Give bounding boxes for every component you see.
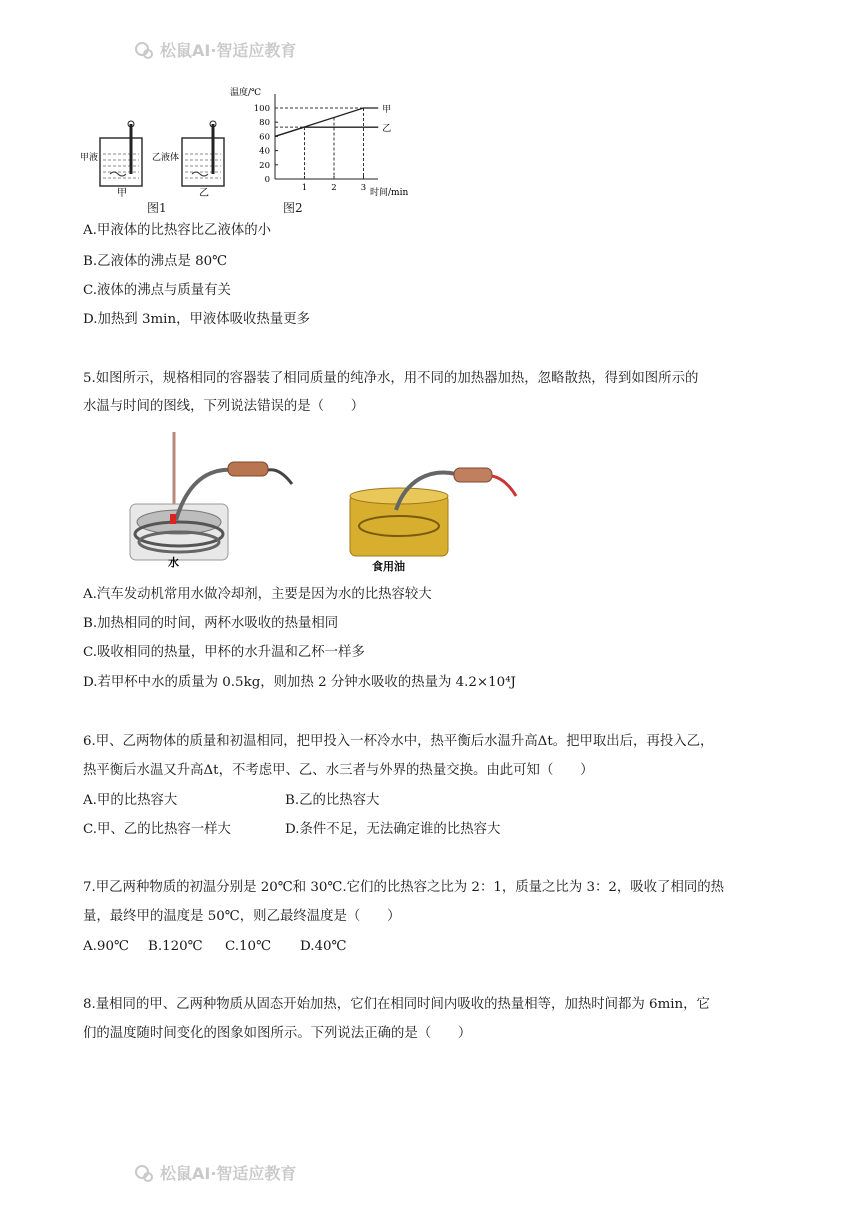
series-line-yi [275,127,378,136]
q7-stem-line2: 量，最终甲的温度是 50℃，则乙最终温度是（ ） [83,909,401,924]
q7-stem-line1: 7.甲乙两种物质的初温分别是 20℃和 30℃.它们的比热容之比为 2：1，质量之比为 3：2，吸收了相同的热 [83,880,725,895]
q6-option-c: C.甲、乙的比热容一样大 [83,822,231,837]
watermark-bottom [134,1161,296,1184]
fig2-caption: 图2 [283,201,303,215]
fig1-right-beaker-label: 乙 [199,188,209,199]
q5-option-b: B.加热相同的时间，两杯水吸收的热量相同 [83,616,339,631]
q5-stem-line1: 5.如图所示，规格相同的容器装了相同质量的纯净水，用不同的加热器加热，忽略散热，得到如图所示的 [83,371,699,386]
chart-ylabel: 温度/℃ [230,88,262,98]
photo-right-label: 食用油 [372,560,405,573]
photo-left-label: 水 [168,556,179,569]
squirrel-logo-icon [134,40,154,60]
chart-xlabel: 时间/min [370,188,409,198]
q6-option-b: B.乙的比热容大 [285,793,380,808]
y-tick-label: 40 [259,146,270,157]
q6-stem-line2: 热平衡后水温又升高Δt，不考虑甲、乙、水三者与外界的热量交换。由此可知（ ） [83,763,594,778]
series-label: 甲 [382,105,392,115]
q7-option-c: C.10℃ [225,939,272,954]
photo-water-heater [118,430,308,570]
watermark-text: 松鼠AI·智适应教育 [160,1164,297,1183]
watermark-text: 松鼠AI·智适应教育 [160,41,297,60]
x-tick-label: 3 [360,183,367,193]
q6-stem-line1: 6.甲、乙两物体的质量和初温相同，把甲投入一杯冷水中，热平衡后水温升高Δt。把甲取出后，再投入乙， [83,734,714,749]
x-tick-label: 1 [301,183,308,193]
y-tick-label: 60 [259,132,270,143]
series-label: 乙 [382,124,392,135]
q5-option-d: D.若甲杯中水的质量为 0.5kg，则加热 2 分钟水吸收的热量为 4.2×10⁴J [83,675,516,690]
q5-stem-line2: 水温与时间的图线，下列说法错误的是（ ） [83,399,365,414]
q5-option-c: C.吸收相同的热量，甲杯的水升温和乙杯一样多 [83,645,365,660]
fig1-right-label: 乙液体 [152,153,180,163]
y-tick-label: 20 [259,160,270,171]
q6-option-a: A.甲的比热容大 [83,793,178,808]
x-tick-label: 2 [331,183,337,193]
figure-1-beakers [80,118,240,200]
fig1-caption: 图1 [147,201,167,215]
q4-option-d: D.加热到 3min，甲液体吸收热量更多 [83,312,310,327]
watermark-top [134,38,296,61]
figure-2-chart [228,84,428,200]
q7-option-b: B.120℃ [148,939,203,954]
q8-stem-line1: 8.量相同的甲、乙两种物质从固态开始加热，它们在相同时间内吸收的热量相等，加热时间都为 6min，它 [83,997,710,1012]
q6-option-d: D.条件不足，无法确定谁的比热容大 [285,822,501,837]
fig1-left-beaker-label: 甲 [117,188,127,199]
q4-option-c: C.液体的沸点与质量有关 [83,283,231,298]
photo-oil-heater [338,456,528,574]
q7-option-a: A.90℃ [83,939,129,954]
y-tick-label: 100 [253,104,270,114]
q4-option-b: B.乙液体的沸点是 80℃ [83,254,228,269]
q5-option-a: A.汽车发动机常用水做冷却剂，主要是因为水的比热容较大 [83,587,432,602]
fig1-left-label: 甲液 [80,153,99,163]
squirrel-logo-icon [134,1163,154,1183]
q4-option-a: A.甲液体的比热容比乙液体的小 [83,223,272,238]
q7-option-d: D.40℃ [300,939,347,954]
y-tick-label: 80 [259,118,270,129]
q8-stem-line2: 们的温度随时间变化的图象如图所示。下列说法正确的是（ ） [83,1026,472,1041]
y-tick-label: 0 [264,175,270,185]
